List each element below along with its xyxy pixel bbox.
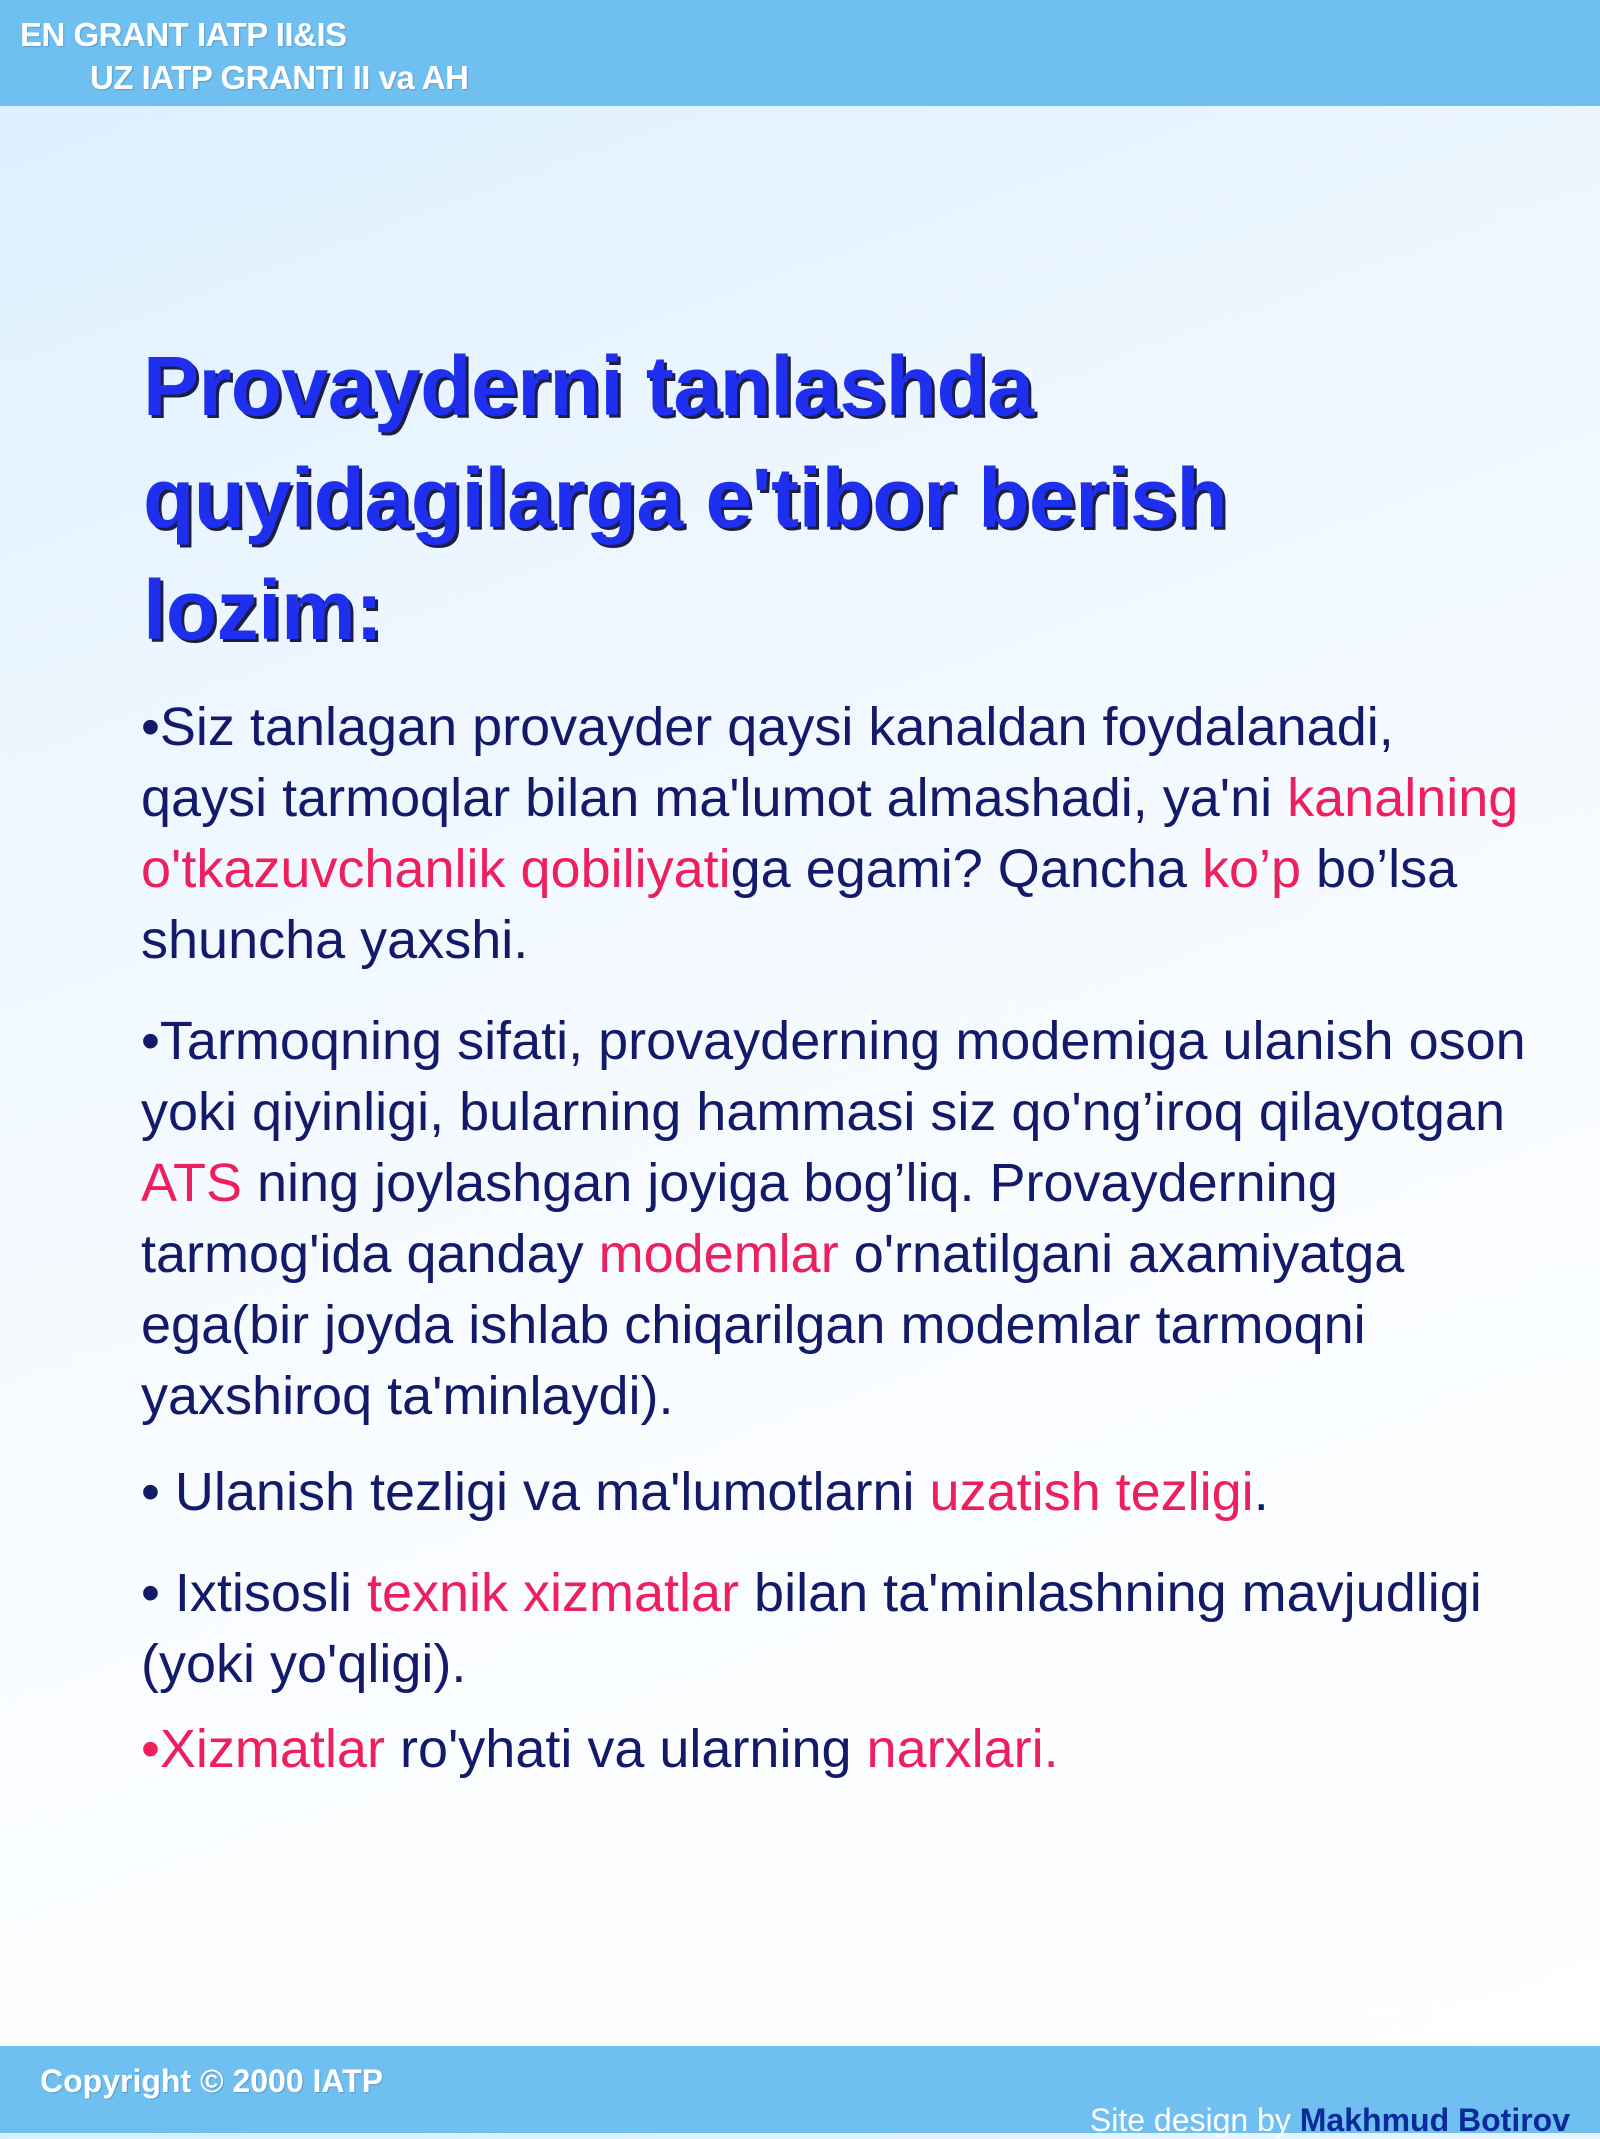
bullet-tech-support (141, 1558, 1531, 1700)
bullet-text: ro'yhati va ularning (384, 1719, 867, 1779)
highlight-text: ko’p (1201, 839, 1302, 899)
highlight-text: texnik xizmatlar (366, 1563, 740, 1623)
bullet-text: •Siz tanlagan provayder qaysi kanaldan foydalanadi, qaysi tarmoqlar bilan ma'lumot almashadi, ya'ni (141, 697, 1394, 828)
design-prefix: Site design by (1089, 2102, 1300, 2138)
design-author-link[interactable]: Makhmud Botirov (1299, 2102, 1570, 2138)
copyright-text: Copyright © 2000 IATP (40, 2063, 384, 2099)
slide-title (143, 330, 1503, 666)
bullet-text: • Ixtisosli (141, 1563, 367, 1623)
bullet-network-quality (141, 1006, 1531, 1432)
header-title-uz: UZ IATP GRANTI II va AH (90, 59, 469, 96)
bullet-list (141, 692, 1531, 1785)
title-line-3: lozim: (143, 563, 383, 657)
bullet-text: . (1253, 1462, 1269, 1522)
bullet-text: o'rnatilgani axamiyatga ega(bir joyda ishlab chiqarilgan modemlar tarmoqni yaxshiroq ta'minlaydi). (141, 1224, 1405, 1426)
highlight-text: modemlar (598, 1224, 839, 1284)
highlight-text: kanalning o'tkazuvchanlik qobiliyati (141, 768, 1519, 899)
bullet-services-prices (141, 1714, 1531, 1785)
bullet-speed (141, 1457, 1531, 1528)
bullet-text: ga egami? Qancha (730, 839, 1202, 899)
bullet-channel (141, 692, 1531, 976)
title-line-2: quyidagilarga e'tibor berish (143, 451, 1228, 545)
bullet-text: ning joylashgan joyiga bog’liq. Provayderning tarmog'ida qanday (141, 1153, 1338, 1284)
bullet-text: • Ulanish tezligi va ma'lumotlarni (141, 1462, 930, 1522)
highlight-text: uzatish tezligi (929, 1462, 1254, 1522)
bullet-text: bilan ta'minlashning mavjudligi (yoki yo'qligi). (141, 1563, 1482, 1694)
highlight-text: •Xizmatlar (141, 1719, 385, 1779)
highlight-text: ATS (141, 1153, 243, 1213)
bullet-text: bo’lsa shuncha yaxshi. (141, 839, 1458, 970)
header-title-en: EN GRANT IATP II&IS (20, 16, 347, 53)
bullet-text: •Tarmoqning sifati, provayderning modemiga ulanish oson yoki qiyinligi, bularning hammasi siz qo'ng’iroq qilayotgan (141, 1011, 1526, 1142)
site-design-credit (1090, 2102, 1570, 2139)
title-line-1: Provayderni tanlashda (143, 339, 1034, 433)
highlight-text: narxlari. (866, 1719, 1059, 1779)
